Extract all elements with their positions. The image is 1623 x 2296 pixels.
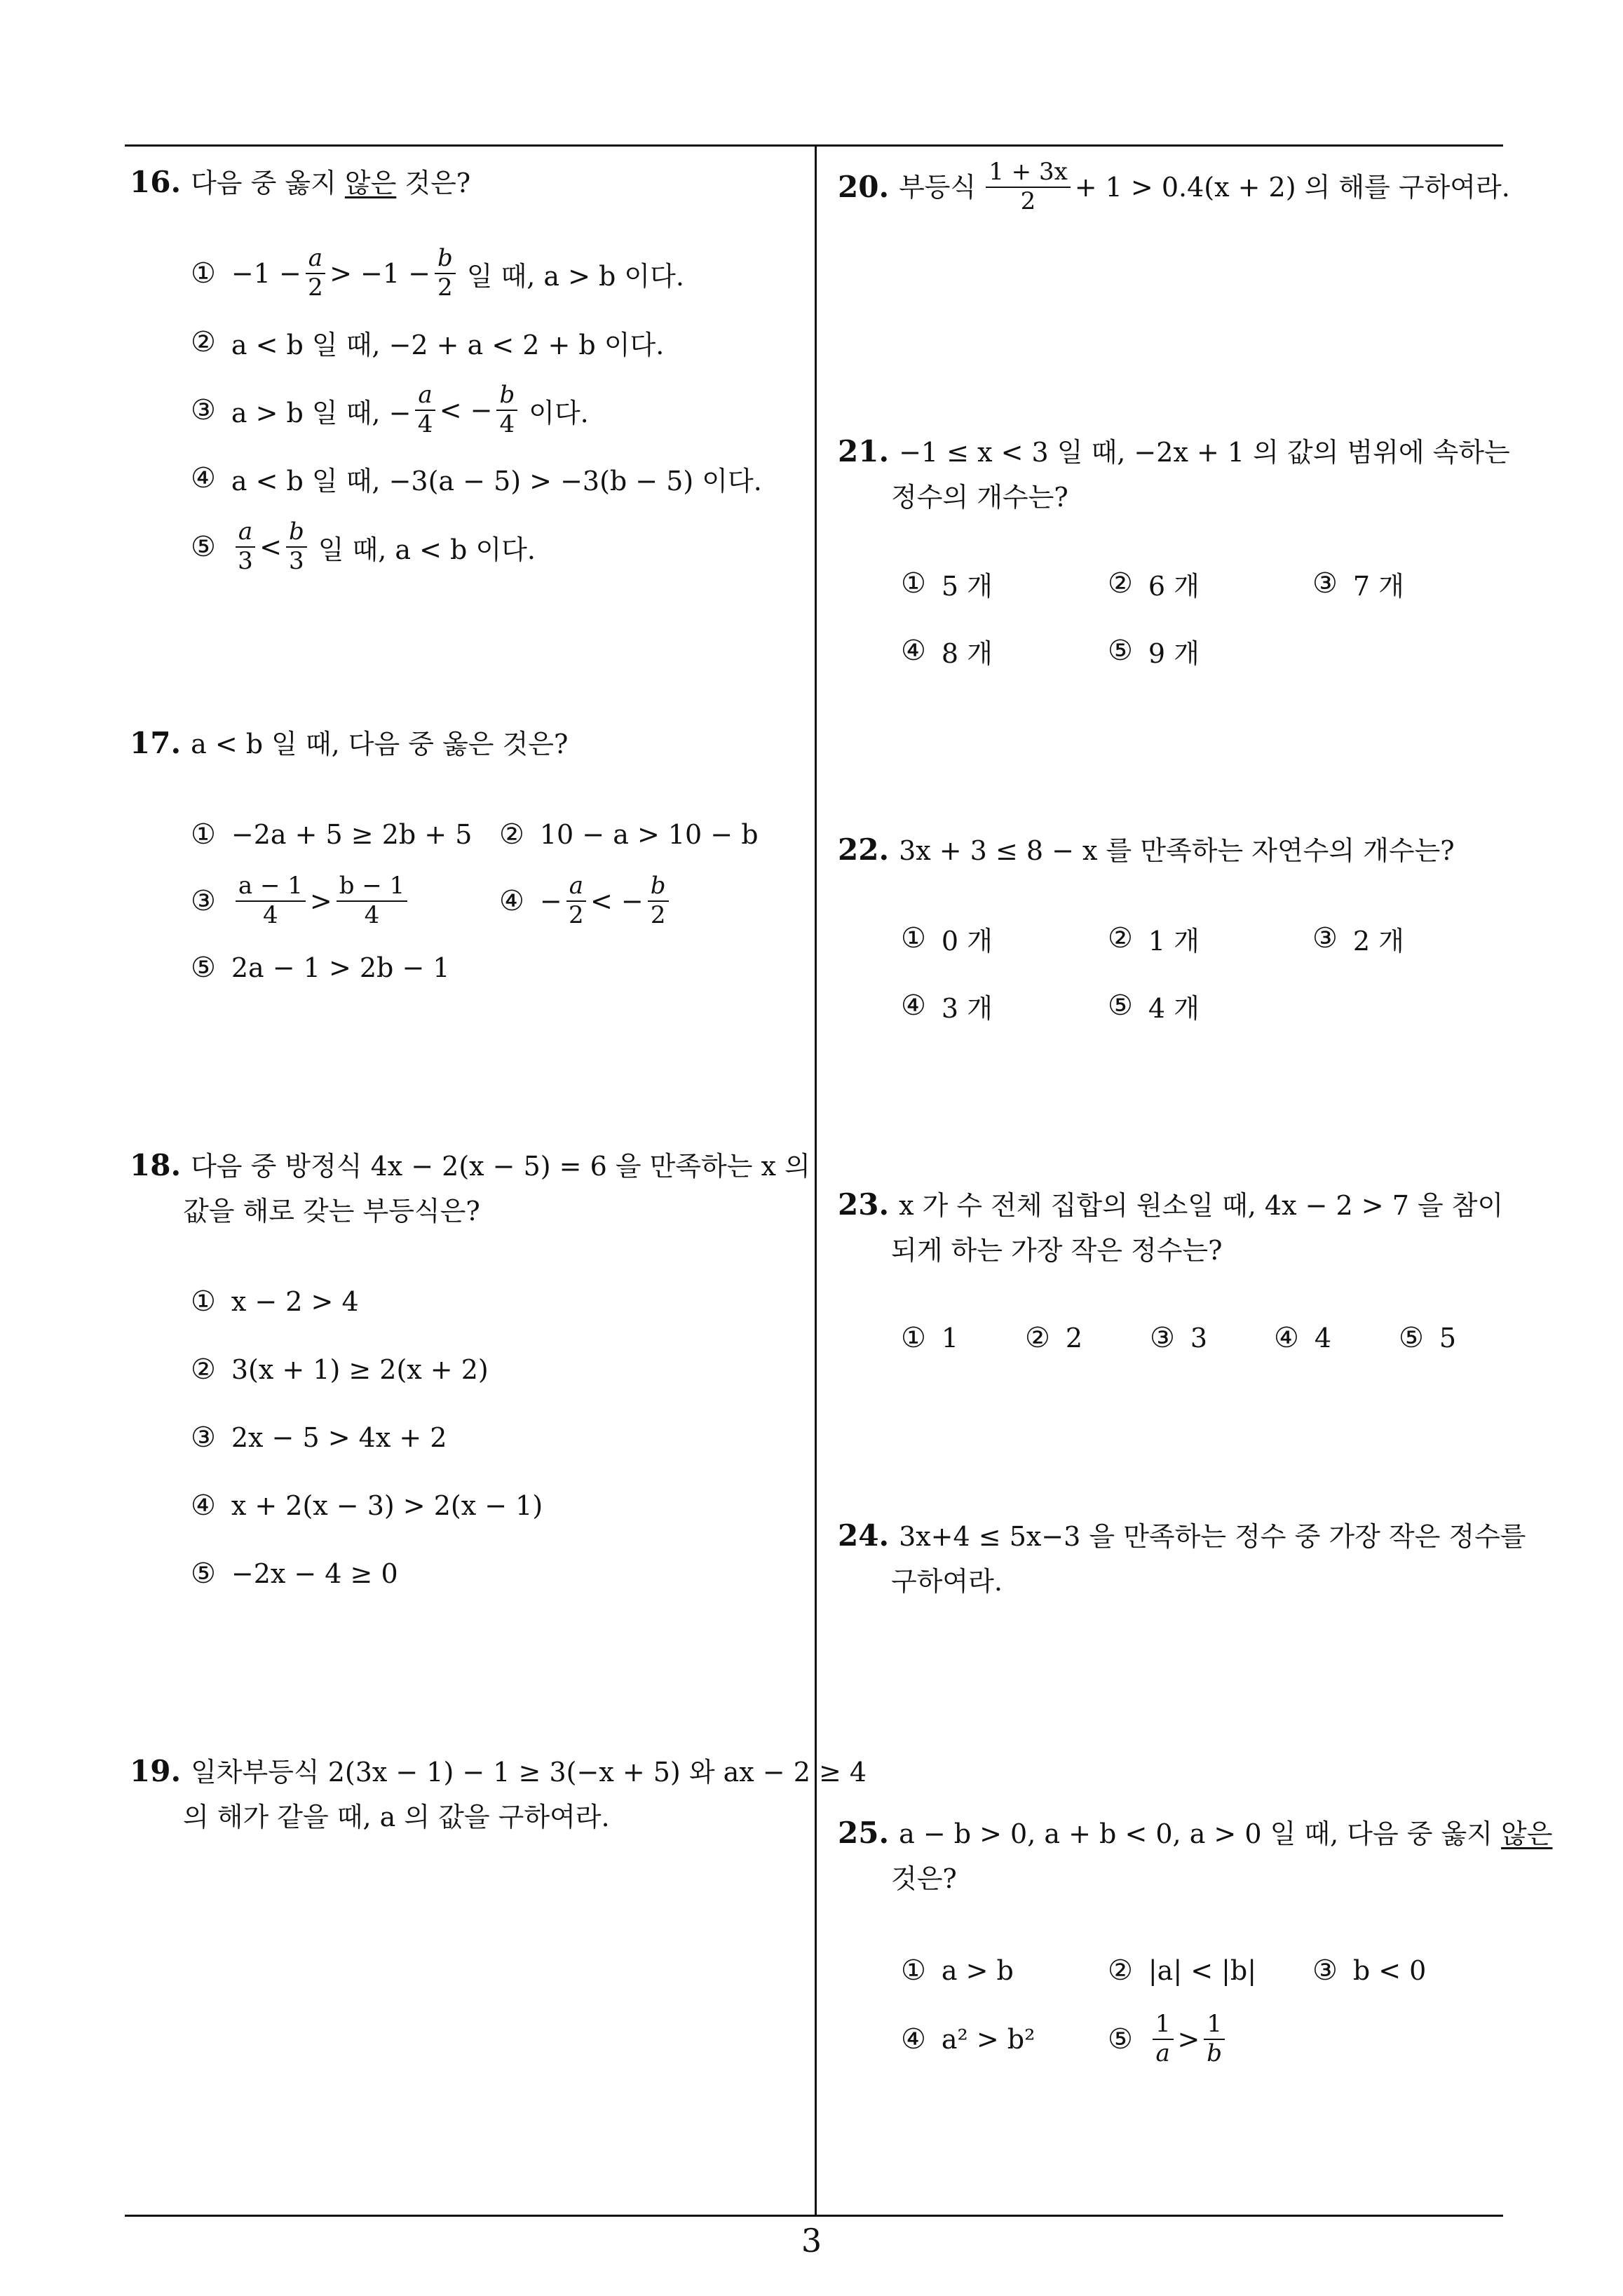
page-number: 3 [801,2222,822,2260]
q23-choice-3[interactable]: ③ 3 [1150,1322,1208,1354]
q16-choice-3[interactable]: ③ a > b 일 때, − $\frac{a}{4}$ < − $\frac{b}{4}$ 이다. [191,381,589,438]
question-text: 다음 중 방정식 4x − 2(x − 5) = 6 을 만족하는 x 의 [191,1151,810,1182]
q17-choice-4[interactable]: ④ − $\frac{a}{2}$ < − $\frac{b}{2}$ [499,866,673,936]
question-24 [838,1513,1526,1604]
question-25 [838,1811,1552,1901]
q25-choice-1[interactable]: ① a > b [901,1954,1014,1987]
q22-choice-2[interactable]: ② 1 개 [1108,922,1200,957]
question-text: a − b > 0, a + b < 0, a > 0 일 때, 다음 중 옳지 않은 [899,1818,1553,1849]
fraction: $\frac{b}{3}$ [286,520,307,574]
question-text-cont: 의 해가 같을 때, a 의 값을 구하여라. [183,1802,610,1832]
q17-choice-5[interactable]: ⑤ 2a − 1 > 2b − 1 [191,952,450,984]
fraction: $\frac{b}{2}$ [648,874,669,928]
question-number: 25. [838,1816,890,1850]
q18-choice-5[interactable]: ⑤ −2x − 4 ≥ 0 [191,1558,398,1590]
q21-choice-3[interactable]: ③ 7 개 [1312,567,1404,602]
q16-choice-5[interactable]: ⑤ $\frac{a}{3}$ < $\frac{b}{3}$ 일 때, a < b 이다. [191,518,536,575]
fraction: $\frac{a}{2}$ [306,246,325,300]
question-22 [838,828,1455,873]
q17-choice-3[interactable]: ③ $\frac{a - 1}{4}$ > $\frac{b - 1}{4}$ [191,866,412,936]
fraction: $\frac{1}{a}$ [1153,2012,1174,2066]
fraction: $\frac{a}{3}$ [236,520,255,574]
q16-choice-2[interactable]: ② a < b 일 때, −2 + a < 2 + b 이다. [191,326,665,360]
q21-choice-2[interactable]: ② 6 개 [1108,567,1200,602]
question-text: 부등식 $\frac{1 + 3x}{2}$ + 1 > 0.4(x + 2) 의 해를 구하여라. [899,158,1510,215]
question-text-cont: 정수의 개수는? [891,482,1068,513]
fraction: $\frac{a}{2}$ [566,874,586,928]
question-text: −1 ≤ x < 3 일 때, −2x + 1 의 값의 범위에 속하는 [899,437,1510,468]
q18-choice-3[interactable]: ③ 2x − 5 > 4x + 2 [191,1422,447,1454]
fraction: $\frac{1 + 3x}{2}$ [986,160,1071,214]
q22-choice-5[interactable]: ⑤ 4 개 [1108,990,1200,1024]
question-text: 다음 중 옳지 않은 것은? [191,168,471,198]
q18-choice-4[interactable]: ④ x + 2(x − 3) > 2(x − 1) [191,1490,543,1522]
q22-choice-4[interactable]: ④ 3 개 [901,990,993,1024]
fraction: $\frac{a}{4}$ [415,383,435,437]
q16-choice-4[interactable]: ④ a < b 일 때, −3(a − 5) > −3(b − 5) 이다. [191,462,762,497]
q25-choice-5[interactable]: ⑤ $\frac{1}{a}$ > $\frac{1}{b}$ [1108,2004,1229,2074]
question-number: 21. [838,434,890,468]
fraction: $\frac{b - 1}{4}$ [337,874,408,928]
underlined-word: 않은 [344,168,397,198]
underlined-word: 않은 [1501,1818,1553,1849]
q23-choice-2[interactable]: ② 2 [1025,1322,1083,1354]
question-17 [130,721,568,767]
fraction: $\frac{b}{2}$ [435,246,456,300]
question-number: 20. [838,169,890,204]
q25-choice-4[interactable]: ④ a² > b² [901,2023,1035,2055]
q23-choice-5[interactable]: ⑤ 5 [1399,1322,1457,1354]
question-text-cont: 구하여라. [891,1566,1003,1597]
question-text: 3x+4 ≤ 5x−3 을 만족하는 정수 중 가장 작은 정수를 [899,1521,1526,1552]
question-number: 23. [838,1187,890,1222]
q25-choice-3[interactable]: ③ b < 0 [1312,1954,1427,1987]
q21-choice-4[interactable]: ④ 8 개 [901,635,993,669]
q23-choice-1[interactable]: ① 1 [901,1322,959,1354]
fraction: $\frac{b}{4}$ [496,383,517,437]
question-23 [838,1182,1503,1273]
question-21 [838,429,1510,520]
q25-choice-2[interactable]: ② |a| < |b| [1108,1954,1257,1987]
question-19 [130,1749,867,1839]
question-number: 22. [838,832,890,867]
question-number: 17. [130,726,182,760]
q18-choice-1[interactable]: ① x − 2 > 4 [191,1285,359,1318]
question-number: 19. [130,1754,182,1788]
q16-choice-1[interactable]: ① −1 − $\frac{a}{2}$ > −1 − $\frac{b}{2}$ 일 때, a > b 이다. [191,244,684,302]
question-text-cont: 되게 하는 가장 작은 정수는? [891,1235,1223,1266]
q17-choice-2[interactable]: ② 10 − a > 10 − b [499,818,759,851]
q23-choice-4[interactable]: ④ 4 [1274,1322,1332,1354]
question-text: a < b 일 때, 다음 중 옳은 것은? [191,729,569,759]
question-text-cont: 값을 해로 갖는 부등식은? [183,1196,480,1227]
question-number: 16. [130,165,182,199]
fraction: $\frac{a - 1}{4}$ [236,874,306,928]
q18-choice-2[interactable]: ② 3(x + 1) ≥ 2(x + 2) [191,1353,489,1386]
q17-choice-1[interactable]: ① −2a + 5 ≥ 2b + 5 [191,818,473,851]
question-20 [838,160,1510,214]
question-number: 18. [130,1148,182,1182]
question-18 [130,1143,810,1234]
bottom-rule [125,2215,1503,2217]
q21-choice-5[interactable]: ⑤ 9 개 [1108,635,1200,669]
top-rule [125,144,1503,147]
q21-choice-1[interactable]: ① 5 개 [901,567,993,602]
q22-choice-3[interactable]: ③ 2 개 [1312,922,1404,957]
question-text: x 가 수 전체 집합의 원소일 때, 4x − 2 > 7 을 참이 [899,1190,1504,1221]
column-divider [815,144,817,2217]
fraction: $\frac{1}{b}$ [1204,2012,1225,2066]
q22-choice-1[interactable]: ① 0 개 [901,922,993,957]
question-text: 3x + 3 ≤ 8 − x 를 만족하는 자연수의 개수는? [899,835,1455,866]
question-number: 24. [838,1518,890,1553]
question-16 [130,160,470,205]
question-text-cont: 것은? [891,1863,957,1894]
question-text: 일차부등식 2(3x − 1) − 1 ≥ 3(−x + 5) 와 ax − 2 ≥ 4 [191,1757,867,1788]
